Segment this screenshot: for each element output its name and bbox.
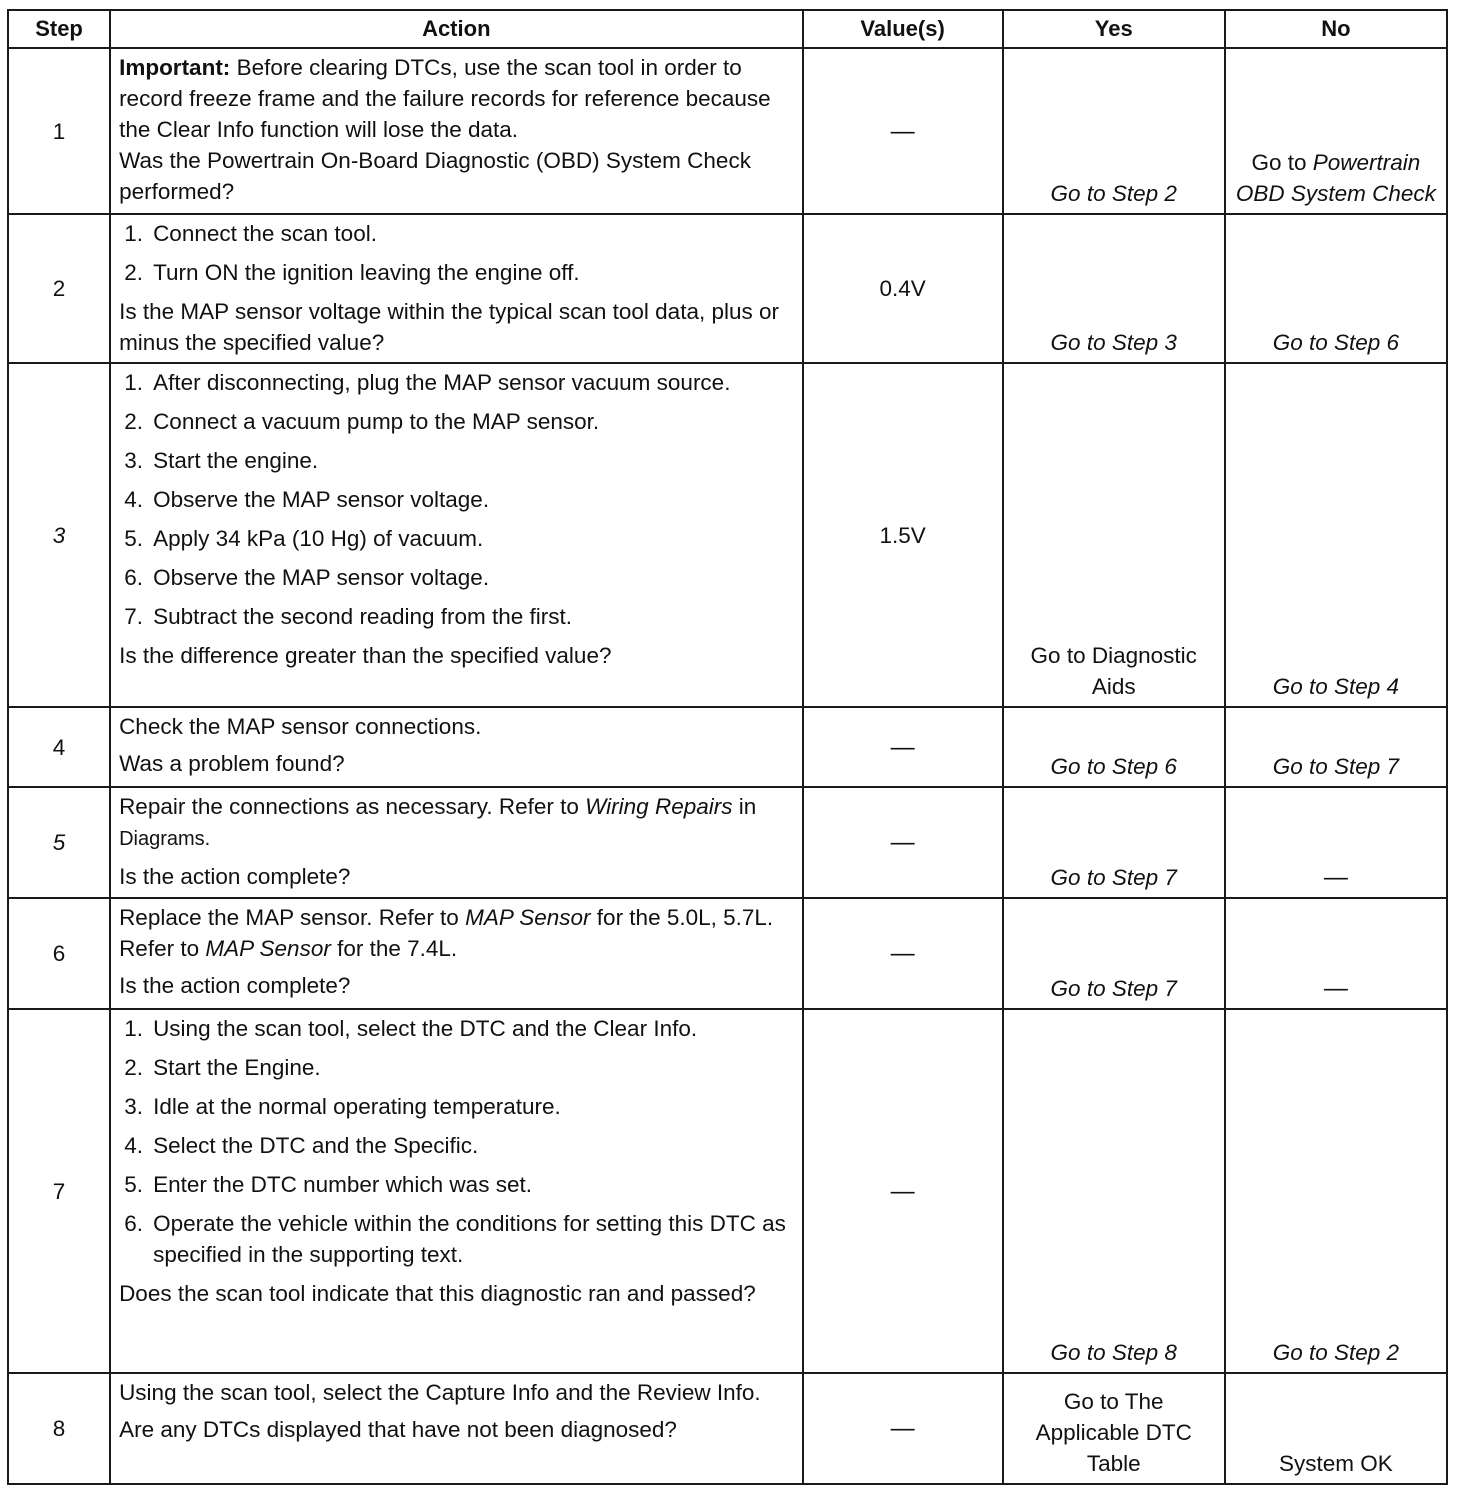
no-prefix: Go to bbox=[1251, 150, 1313, 175]
value-cell: 0.4V bbox=[803, 214, 1003, 363]
value-cell bbox=[803, 898, 1003, 1009]
action-cell bbox=[110, 787, 802, 898]
no-cell bbox=[1225, 1009, 1447, 1373]
table-row-step-1 bbox=[8, 48, 1447, 214]
map-sensor-link[interactable]: MAP Sensor bbox=[465, 905, 591, 930]
question-text: Was a problem found? bbox=[119, 751, 345, 776]
no-cell bbox=[1225, 363, 1447, 707]
value-cell bbox=[803, 1009, 1003, 1373]
no-link[interactable]: Powertrain OBD System Check bbox=[1235, 150, 1436, 206]
no-link[interactable]: Go to Step 7 bbox=[1272, 754, 1400, 779]
value-cell bbox=[803, 1373, 1003, 1484]
header-yes: Yes bbox=[1003, 10, 1225, 48]
action-text: Check the MAP sensor connections. bbox=[119, 714, 482, 739]
value-cell bbox=[803, 787, 1003, 898]
value-text: — bbox=[890, 940, 915, 967]
action-cell bbox=[110, 48, 802, 214]
yes-link[interactable]: Go to Step 3 bbox=[1050, 330, 1177, 355]
action-text: Replace the MAP sensor. Refer to MAP Sensor for the 5.0L, 5.7L. Refer to MAP Sensor for the 7.4L. bbox=[119, 905, 774, 961]
yes-link[interactable]: Go to Diagnostic Aids bbox=[1030, 643, 1197, 699]
list-item: 1. Using the scan tool, select the DTC and the Clear Info. bbox=[124, 1016, 698, 1041]
header-values: Value(s) bbox=[803, 10, 1003, 48]
yes-link[interactable]: Go to Step 2 bbox=[1050, 181, 1177, 206]
action-text: Using the scan tool, select the Capture Info and the Review Info. bbox=[119, 1380, 761, 1405]
step-list bbox=[119, 367, 795, 632]
header-step: Step bbox=[8, 10, 110, 48]
yes-link[interactable]: Go to Step 7 bbox=[1050, 865, 1177, 890]
table-row-step-3 bbox=[8, 363, 1447, 707]
yes-cell bbox=[1003, 898, 1225, 1009]
no-cell bbox=[1225, 898, 1447, 1009]
yes-link[interactable]: Go to Step 8 bbox=[1050, 1340, 1177, 1365]
question-text: Does the scan tool indicate that this diagnostic ran and passed? bbox=[119, 1281, 756, 1306]
action-cell bbox=[110, 898, 802, 1009]
step-number: 8 bbox=[8, 1373, 110, 1484]
step-number: 4 bbox=[8, 707, 110, 787]
yes-cell bbox=[1003, 48, 1225, 214]
value-cell bbox=[803, 707, 1003, 787]
no-link[interactable]: Go to Step 6 bbox=[1272, 330, 1400, 355]
step-number: 6 bbox=[8, 898, 110, 1009]
no-cell bbox=[1225, 1373, 1447, 1484]
yes-cell bbox=[1003, 787, 1225, 898]
step-number: 3 bbox=[8, 363, 110, 707]
value-text: — bbox=[890, 829, 915, 856]
value-text: — bbox=[890, 117, 915, 145]
diagnostic-table bbox=[7, 9, 1448, 1485]
list-item: 1. Connect the scan tool. bbox=[124, 221, 377, 246]
wiring-repairs-link[interactable]: Wiring Repairs bbox=[585, 794, 733, 819]
no-text: — bbox=[1323, 975, 1348, 1002]
question-text: Is the action complete? bbox=[119, 973, 351, 998]
list-item: 2. Turn ON the ignition leaving the engine off. bbox=[124, 260, 580, 285]
no-cell bbox=[1225, 214, 1447, 363]
action-cell bbox=[110, 1009, 802, 1373]
no-cell bbox=[1225, 707, 1447, 787]
yes-cell bbox=[1003, 1373, 1225, 1484]
action-cell bbox=[110, 1373, 802, 1484]
list-item: 3. Start the engine. bbox=[124, 448, 319, 473]
yes-cell bbox=[1003, 214, 1225, 363]
no-link[interactable]: Go to Step 4 bbox=[1272, 674, 1400, 699]
list-item: 7. Subtract the second reading from the first. bbox=[124, 604, 573, 629]
list-item: 2. Start the Engine. bbox=[124, 1055, 321, 1080]
list-item: 6. Operate the vehicle within the conditions for setting this DTC as specified in the supporting text. bbox=[124, 1211, 786, 1267]
question-text: Was the Powertrain On-Board Diagnostic (OBD) System Check performed? bbox=[119, 148, 751, 204]
list-item: 4. Select the DTC and the Specific. bbox=[124, 1133, 479, 1158]
question-text: Is the MAP sensor voltage within the typical scan tool data, plus or minus the specified value? bbox=[119, 299, 780, 355]
step-number: 1 bbox=[8, 48, 110, 214]
no-cell bbox=[1225, 48, 1447, 214]
step-number: 5 bbox=[8, 787, 110, 898]
no-cell bbox=[1225, 787, 1447, 898]
value-text: — bbox=[890, 733, 915, 761]
action-cell bbox=[110, 363, 802, 707]
action-cell bbox=[110, 707, 802, 787]
yes-link[interactable]: Go to Step 6 bbox=[1050, 754, 1177, 779]
step-number: 7 bbox=[8, 1009, 110, 1373]
question-text: Is the difference greater than the specified value? bbox=[119, 643, 612, 668]
table-row-step-4 bbox=[8, 707, 1447, 787]
table-row-step-5 bbox=[8, 787, 1447, 898]
yes-cell bbox=[1003, 363, 1225, 707]
value-text: — bbox=[890, 1177, 915, 1205]
yes-link[interactable]: Go to The Applicable DTC Table bbox=[1035, 1389, 1192, 1476]
header-row bbox=[8, 10, 1447, 48]
no-text: System OK bbox=[1279, 1451, 1393, 1476]
question-text: Are any DTCs displayed that have not been diagnosed? bbox=[119, 1417, 677, 1442]
value-text: — bbox=[890, 1415, 915, 1442]
table-row-step-8 bbox=[8, 1373, 1447, 1484]
header-action: Action bbox=[110, 10, 802, 48]
table-row-step-2 bbox=[8, 214, 1447, 363]
yes-link[interactable]: Go to Step 7 bbox=[1050, 976, 1177, 1001]
table-row-step-7 bbox=[8, 1009, 1447, 1373]
action-cell bbox=[110, 214, 802, 363]
important-label: Important: bbox=[119, 55, 231, 80]
list-item: 1. After disconnecting, plug the MAP sensor vacuum source. bbox=[124, 370, 731, 395]
list-item: 2. Connect a vacuum pump to the MAP sensor. bbox=[124, 409, 600, 434]
step-list bbox=[119, 1013, 795, 1270]
yes-cell bbox=[1003, 1009, 1225, 1373]
step-list bbox=[119, 218, 795, 288]
important-text: Before clearing DTCs, use the scan tool in order to record freeze frame and the failure records for reference because the Clear Info function will lose the data. bbox=[119, 55, 771, 142]
list-item: 6. Observe the MAP sensor voltage. bbox=[124, 565, 490, 590]
no-text: — bbox=[1323, 864, 1348, 891]
list-item: 3. Idle at the normal operating temperature. bbox=[124, 1094, 561, 1119]
no-link[interactable]: Go to Step 2 bbox=[1272, 1340, 1400, 1365]
action-text: Repair the connections as necessary. Refer to Wiring Repairs in Diagrams. bbox=[119, 794, 757, 850]
value-cell: 1.5V bbox=[803, 363, 1003, 707]
step-number: 2 bbox=[8, 214, 110, 363]
value-cell bbox=[803, 48, 1003, 214]
table-row-step-6 bbox=[8, 898, 1447, 1009]
map-sensor-link[interactable]: MAP Sensor bbox=[205, 936, 331, 961]
question-text: Is the action complete? bbox=[119, 864, 351, 889]
header-no: No bbox=[1225, 10, 1447, 48]
yes-cell bbox=[1003, 707, 1225, 787]
list-item: 4. Observe the MAP sensor voltage. bbox=[124, 487, 490, 512]
list-item: 5. Apply 34 kPa (10 Hg) of vacuum. bbox=[124, 526, 484, 551]
list-item: 5. Enter the DTC number which was set. bbox=[124, 1172, 532, 1197]
